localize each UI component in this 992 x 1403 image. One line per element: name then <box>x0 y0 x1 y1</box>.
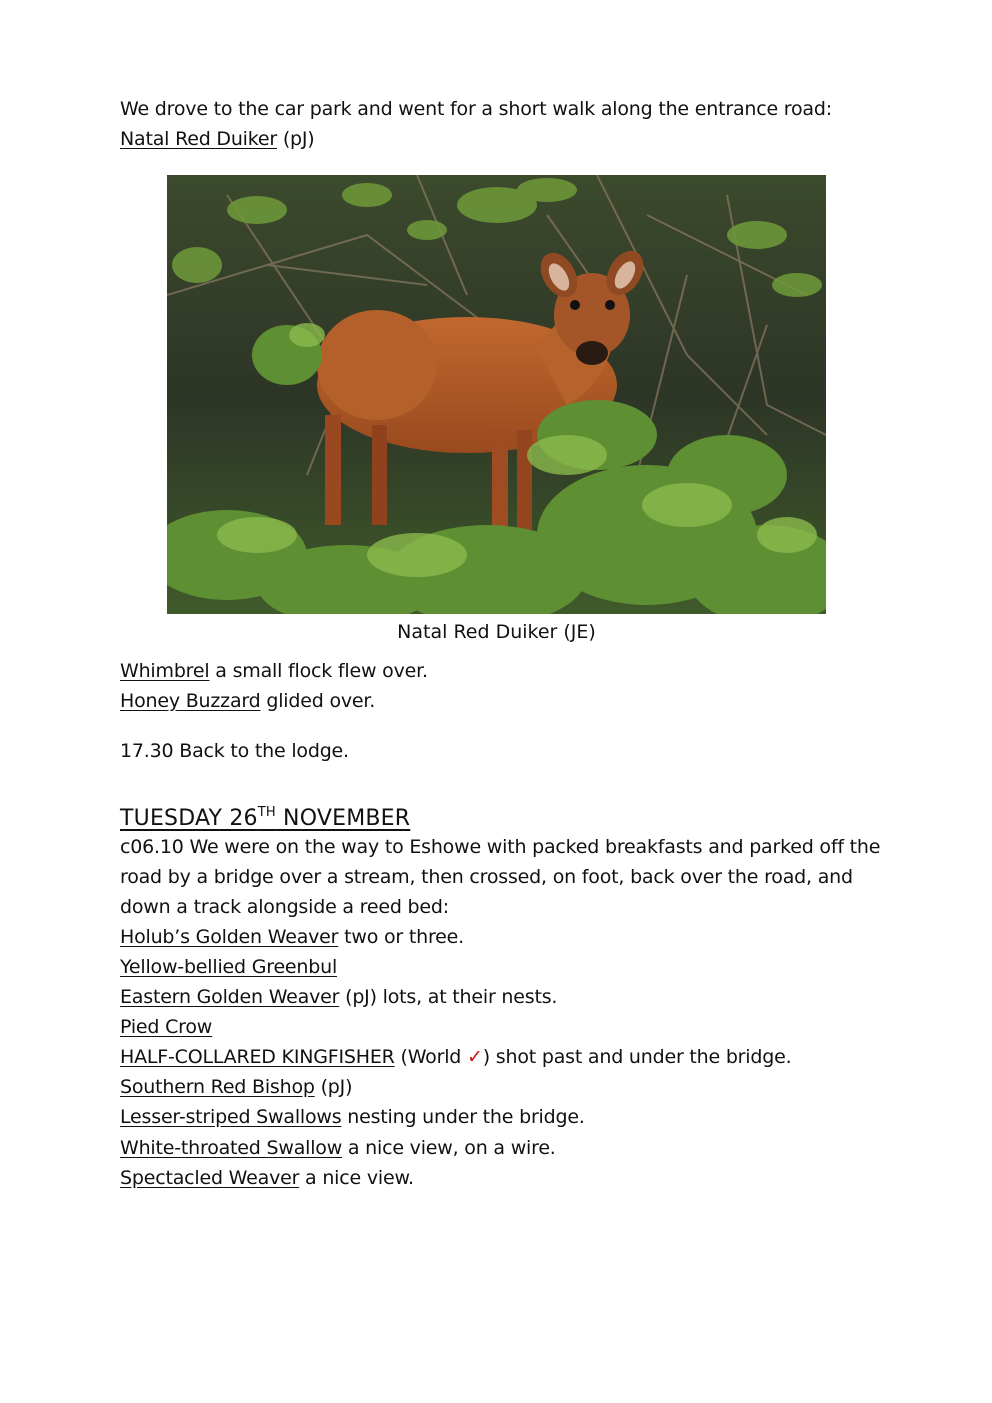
species-name: White-throated Swallow <box>120 1137 343 1159</box>
species-name: Lesser-striped Swallows <box>120 1106 342 1128</box>
heading-prefix: TUESDAY 26 <box>120 806 258 831</box>
species-note: a nice view. <box>299 1167 414 1189</box>
day-heading <box>120 797 410 835</box>
species-note: (pJ) <box>314 1076 353 1098</box>
return-text: 17.30 Back to the lodge. <box>120 740 349 762</box>
list-item <box>120 1072 352 1102</box>
species-note: two or three. <box>338 926 464 948</box>
species-name: Honey Buzzard <box>120 690 261 712</box>
species-note: nesting under the bridge. <box>341 1106 585 1128</box>
species-name: Southern Red Bishop <box>120 1076 315 1098</box>
paragraph-line: down a track alongside a reed bed: <box>120 896 449 918</box>
species-note: (World <box>394 1046 467 1068</box>
list-item <box>120 1102 585 1132</box>
species-name: HALF-COLLARED KINGFISHER <box>120 1046 395 1068</box>
list-item <box>120 952 337 982</box>
duiker-photo <box>167 175 826 614</box>
paragraph-line: road by a bridge over a stream, then crossed, on foot, back over the road, and <box>120 866 853 888</box>
intro-text: We drove to the car park and went for a short walk along the entrance road: <box>120 98 832 120</box>
species-name: Natal Red Duiker <box>120 128 277 150</box>
intro-species-line <box>120 124 315 154</box>
checkmark-icon: ✓ <box>467 1046 483 1068</box>
species-name: Eastern Golden Weaver <box>120 986 340 1008</box>
list-item <box>120 1012 212 1042</box>
list-item <box>120 1163 414 1193</box>
species-note: glided over. <box>260 690 376 712</box>
species-name: Spectacled Weaver <box>120 1167 300 1189</box>
species-note: a nice view, on a wire. <box>342 1137 556 1159</box>
list-item <box>120 1042 791 1072</box>
species-name: Whimbrel <box>120 660 210 682</box>
species-name: Pied Crow <box>120 1016 213 1038</box>
photo-caption: Natal Red Duiker (JE) <box>397 621 596 643</box>
list-item <box>120 982 557 1012</box>
list-item <box>120 1133 556 1163</box>
species-name: Holub’s Golden Weaver <box>120 926 339 948</box>
list-item <box>120 922 464 952</box>
species-note: (pJ) lots, at their nests. <box>339 986 558 1008</box>
species-note: (pJ) <box>276 128 315 150</box>
list-item <box>120 686 375 716</box>
species-note: a small flock flew over. <box>209 660 428 682</box>
heading-superscript: TH <box>257 805 276 820</box>
heading-suffix: NOVEMBER <box>275 806 411 831</box>
paragraph-line: c06.10 We were on the way to Eshowe with packed breakfasts and parked off the <box>120 836 881 858</box>
list-item <box>120 656 428 686</box>
species-note: ) shot past and under the bridge. <box>482 1046 792 1068</box>
species-name: Yellow-bellied Greenbul <box>120 956 338 978</box>
